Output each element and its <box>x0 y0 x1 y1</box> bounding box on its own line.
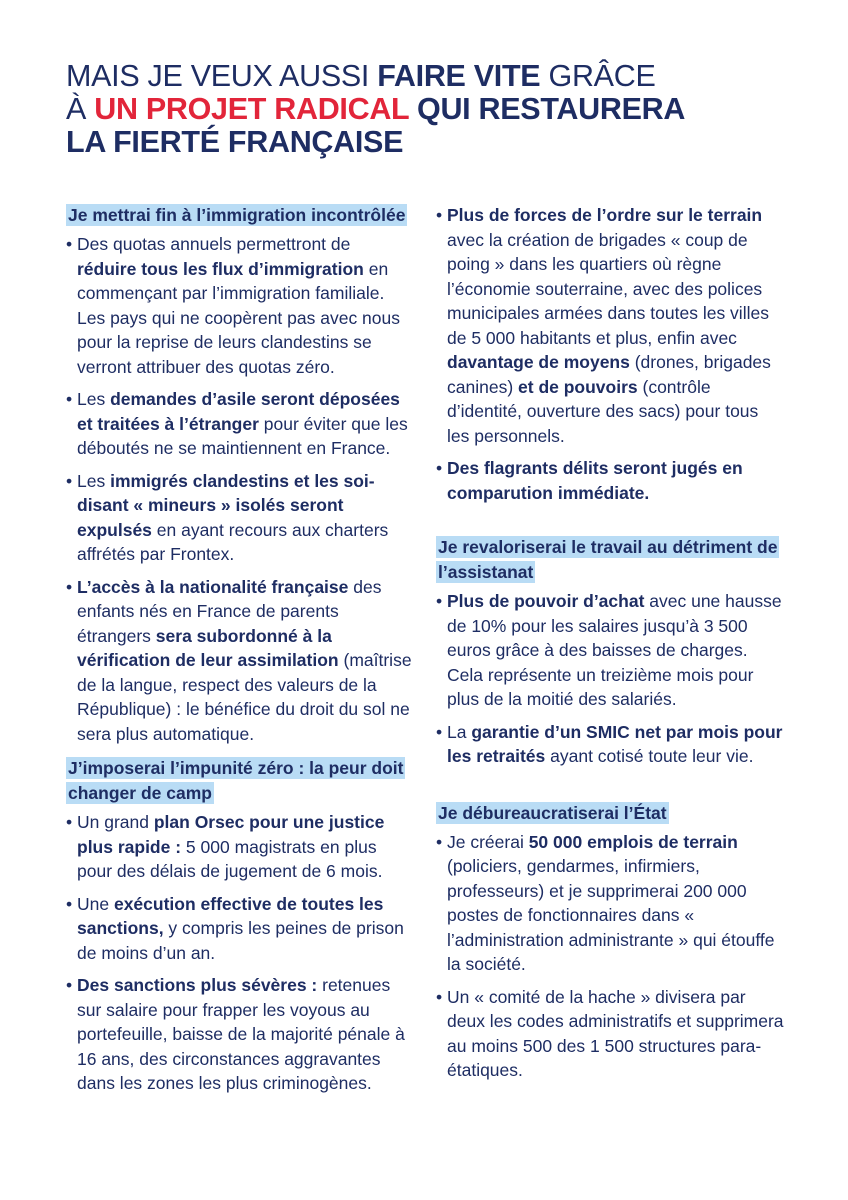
item-text: en commençant par l’immigration familiale. Les pays qui ne coopèrent pas avec nous pour la reprise de leurs clandestins se verront attribuer des quotas zéro. <box>77 258 400 377</box>
item-bold: demandes d’asile seront déposées et traitées à l’étranger <box>77 389 400 434</box>
item-bold: Plus de pouvoir d’achat <box>447 591 645 611</box>
item-text: avec une hausse de 10% pour les salaires jusqu’à 3 500 euros grâce à des baisses de charges. Cela représente un treizième mois pour plus de la moitié des salariés. <box>447 591 782 709</box>
item-text: en ayant recours aux charters affrétés par Frontex. <box>77 519 389 564</box>
item-text: 5 000 magistrats en plus pour des délais de jugement de 6 mois. <box>77 836 383 881</box>
item-text: des enfants nés en France de parents étrangers <box>77 576 382 646</box>
list-item <box>436 589 784 712</box>
list-item <box>66 892 414 966</box>
item-bold: sera subordonné à la vérification de leur assimilation <box>77 625 339 670</box>
item-bold: davantage de moyens <box>447 352 630 372</box>
item-bold: et de pouvoirs <box>518 376 638 397</box>
item-bold: garantie d’un SMIC net par mois pour les retraités <box>447 721 783 766</box>
list-item <box>66 575 414 747</box>
item-text: y compris les peines de prison de moins d’un an. <box>77 918 404 963</box>
item-bold: plan Orsec pour une justice plus rapide : <box>77 812 385 857</box>
section-travail <box>436 535 784 769</box>
item-bold: Des flagrants délits seront jugés en comparution immédiate. <box>447 458 743 503</box>
item-text: retenues sur salaire pour frapper les voyous au portefeuille, baisse de la majorité pénale à 16 ans, des circonstances aggravantes dans les zones les plus criminogènes. <box>77 975 405 1093</box>
item-text: Les <box>77 470 111 491</box>
item-text: Un grand <box>77 812 154 832</box>
title-line-3: LA FIERTÉ FRANÇAISE <box>66 125 404 159</box>
item-text: avec la création de brigades « coup de poing » dans les quartiers où règne l’économie souterraine, avec des polices municipales armées dans toutes les villes de 5 000 habitants et plus, enfin avec <box>447 229 769 348</box>
section-heading <box>66 203 414 228</box>
item-text: Une <box>77 893 114 914</box>
item-text: Les <box>77 389 111 409</box>
title-emphasis: FAIRE VITE <box>377 59 541 93</box>
section-heading-text: Je débureaucratiserai l’État <box>438 802 667 823</box>
item-bold: Des sanctions plus sévères : <box>77 975 318 995</box>
title-line-2 <box>66 92 685 126</box>
section-impunite <box>66 756 414 1096</box>
item-bold: 50 000 emplois de terrain <box>528 831 738 852</box>
spacer <box>436 779 784 801</box>
left-column <box>66 203 414 1106</box>
item-text: (maîtrise de la langue, respect des valeurs de la République) : le bénéfice du droit du sol ne sera plus automatique. <box>77 650 412 744</box>
list-item <box>66 469 414 567</box>
page-title <box>66 60 786 159</box>
item-bold: réduire tous les flux d’immigration <box>77 258 364 279</box>
item-text: Je créerai <box>447 831 529 852</box>
title-text: MAIS JE VEUX AUSSI <box>66 59 378 93</box>
item-text: ayant cotisé toute leur vie. <box>545 746 754 766</box>
bullet-list-continued <box>436 203 784 505</box>
bullet-list <box>436 589 784 769</box>
title-text: GRÂCE <box>540 59 656 93</box>
title-red-emphasis: UN PROJET RADICAL <box>94 92 409 126</box>
item-bold: Plus de forces de l’ordre sur le terrain <box>447 205 763 225</box>
right-column <box>436 203 784 1093</box>
list-item <box>436 203 784 448</box>
bullet-list <box>66 810 414 1096</box>
item-text: pour éviter que les déboutés ne se maintiennent en France. <box>77 413 408 458</box>
section-heading-text: J’imposerai l’impunité zéro : la peur doit changer de camp <box>68 758 404 803</box>
item-text: (policiers, gendarmes, infirmiers, professeurs) et je supprimerai 200 000 postes de fonctionnaires dans « l’administration administrante » qui étouffe la société. <box>447 856 775 974</box>
item-bold: immigrés clandestins et les soi-disant « mineurs » isolés seront expulsés <box>77 470 375 540</box>
item-text: (drones, brigades canines) <box>447 352 771 397</box>
title-line-1 <box>66 59 656 93</box>
title-emphasis: QUI RESTAURERA <box>408 92 686 126</box>
list-item <box>66 387 414 461</box>
item-text: (contrôle d’identité, ouverture des sacs) pour tous les personnels. <box>447 376 759 446</box>
section-heading <box>66 756 414 806</box>
list-item <box>66 810 414 884</box>
item-bold: exécution effective de toutes les sanctions, <box>77 893 384 938</box>
section-heading <box>436 535 784 585</box>
item-text: Un « comité de la hache » divisera par deux les codes administratifs et supprimera au moins 500 des 1 500 structures para-étatiques. <box>447 986 784 1080</box>
section-heading-text: Je revaloriserai le travail au détriment de l’assistanat <box>438 537 778 582</box>
list-item <box>66 232 414 379</box>
section-heading-text: Je mettrai fin à l’immigration incontrôlée <box>68 205 406 225</box>
bullet-list <box>66 232 414 746</box>
title-text: À <box>66 92 95 126</box>
section-etat <box>436 801 784 1083</box>
bullet-list <box>436 830 784 1083</box>
section-immigration <box>66 203 414 746</box>
item-text: La <box>447 721 472 742</box>
list-item <box>436 456 784 505</box>
item-bold: L’accès à la nationalité française <box>77 576 349 597</box>
spacer <box>436 513 784 535</box>
item-text: Des quotas annuels permettront de <box>77 234 351 254</box>
list-item <box>436 720 784 769</box>
list-item <box>436 985 784 1083</box>
list-item <box>66 973 414 1096</box>
section-heading <box>436 801 784 826</box>
list-item <box>436 830 784 977</box>
